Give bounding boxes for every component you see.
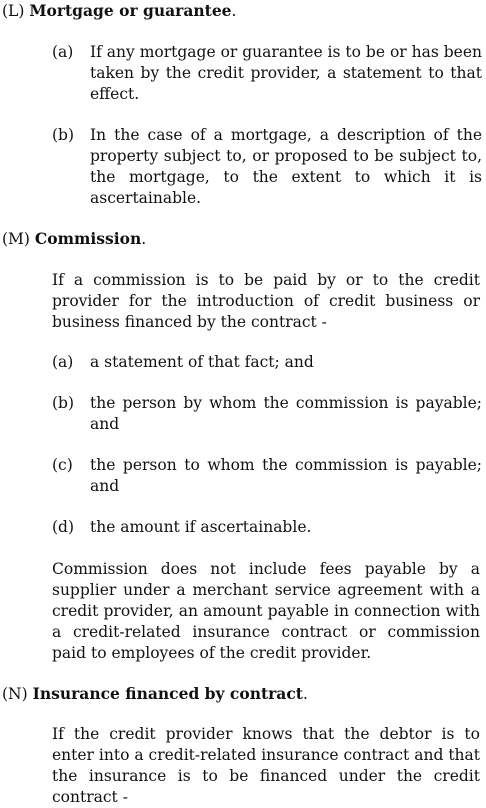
item-label: (c)	[52, 456, 73, 474]
item-label: (a)	[52, 353, 74, 371]
section-title: Insurance financed by contract	[32, 684, 303, 703]
list-item-l-b	[52, 125, 482, 209]
item-text: the person by whom the commission is payable; and	[90, 394, 482, 433]
item-label: (b)	[52, 394, 75, 412]
section-heading-l	[2, 0, 236, 22]
section-heading-m	[2, 228, 146, 250]
section-heading-end: .	[141, 230, 147, 248]
item-text: the amount if ascertainable.	[90, 518, 312, 536]
item-text: In the case of a mortgage, a description of the property subject to, or proposed to be subject to, the mortgage, to the extent to which it is ascertainable.	[90, 126, 482, 207]
section-heading-n	[2, 683, 308, 705]
item-text: If any mortgage or guarantee is to be or has been taken by the credit provider, a statement to that effect.	[90, 43, 482, 103]
list-item-m-b	[52, 393, 482, 435]
section-title: Mortgage or guarantee	[29, 1, 232, 20]
section-tag: (N)	[2, 685, 28, 703]
section-tag: (M)	[2, 230, 30, 248]
intro-paragraph-m: If a commission is to be paid by or to the credit provider for the introduction of credit business or business financed by the contract -	[52, 271, 480, 331]
section-heading-end: .	[302, 685, 308, 703]
note-paragraph-m: Commission does not include fees payable by a supplier under a merchant service agreement with a credit provider, an amount payable in connection with a credit-related insurance contract or commission paid to employees of the credit provider.	[52, 560, 480, 662]
item-label: (b)	[52, 126, 75, 144]
section-heading-end: .	[231, 2, 237, 20]
list-item-l-a	[52, 42, 482, 105]
item-label: (d)	[52, 518, 75, 536]
item-text: a statement of that fact; and	[90, 353, 314, 371]
list-item-m-c	[52, 455, 482, 497]
list-item-m-d	[52, 517, 482, 538]
section-title: Commission	[34, 229, 142, 248]
intro-paragraph-n: If the credit provider knows that the debtor is to enter into a credit-related insurance contract and that the insurance is to be financed under the credit contract -	[52, 725, 480, 806]
list-item-m-a	[52, 352, 482, 373]
section-tag: (L)	[2, 2, 25, 20]
item-label: (a)	[52, 43, 74, 61]
item-text: the person to whom the commission is payable; and	[90, 456, 482, 495]
